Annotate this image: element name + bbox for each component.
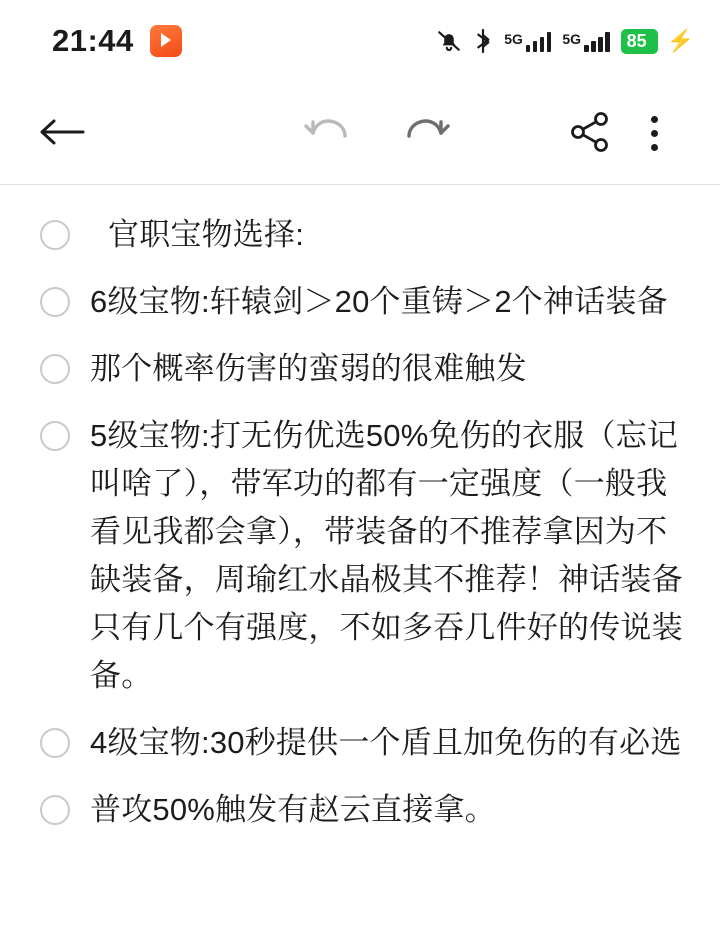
editor-toolbar (0, 82, 720, 184)
redo-button[interactable] (396, 101, 460, 165)
undo-redo-group (294, 101, 460, 165)
lightning-bolt-icon: ⚡ (666, 28, 694, 53)
checklist (0, 185, 720, 937)
bell-muted-icon (436, 28, 462, 54)
undo-button[interactable] (294, 101, 358, 165)
checkbox[interactable] (40, 795, 70, 825)
list-item[interactable] (40, 786, 698, 834)
checkbox[interactable] (40, 220, 70, 250)
kebab-menu-icon (651, 116, 658, 151)
list-item[interactable] (40, 345, 698, 393)
bluetooth-icon (473, 28, 493, 54)
sim1-signal: 5G (504, 30, 551, 52)
list-item[interactable] (40, 211, 698, 259)
battery-indicator: 85 (621, 29, 658, 54)
checkbox[interactable] (40, 287, 70, 317)
list-item-label: 普攻50%触发有赵云直接拿。 (90, 792, 496, 828)
list-item-label: 4级宝物:30秒提供一个盾且加免伤的有必选 (90, 725, 682, 761)
undo-arrow-icon (301, 112, 351, 155)
arrow-left-icon (39, 114, 85, 153)
share-nodes-icon (568, 110, 612, 157)
status-bar (0, 0, 720, 82)
more-options-button[interactable] (622, 101, 686, 165)
checkbox[interactable] (40, 421, 70, 451)
list-item-label: 5级宝物:打无伤优选50%免伤的衣服（忘记叫啥了），带军功的都有一定强度（一般我看见我都会拿），带装备的不推荐拿因为不缺装备，周瑜红水晶极其不推荐！神话装备只有几个有强度，不如多吞几件好的传说装备。 (90, 418, 683, 694)
share-button[interactable] (558, 101, 622, 165)
list-item-label: 官职宝物选择: (108, 217, 305, 252)
checkbox[interactable] (40, 354, 70, 384)
status-clock: 21:44 (52, 23, 134, 58)
redo-arrow-icon (403, 112, 453, 155)
signal-bars-icon (584, 30, 610, 52)
video-app-icon (150, 25, 182, 57)
list-item-label: 6级宝物:轩辕剑＞20个重铸＞2个神话装备 (90, 284, 668, 320)
status-icons (436, 28, 694, 54)
checkbox[interactable] (40, 728, 70, 758)
list-item[interactable] (40, 719, 698, 767)
list-item-label: 那个概率伤害的蛮弱的很难触发 (90, 351, 527, 387)
sim2-signal: 5G (562, 30, 609, 52)
list-item[interactable] (40, 412, 698, 700)
list-item[interactable] (40, 278, 698, 326)
back-button[interactable] (30, 101, 94, 165)
signal-bars-icon (526, 30, 552, 52)
